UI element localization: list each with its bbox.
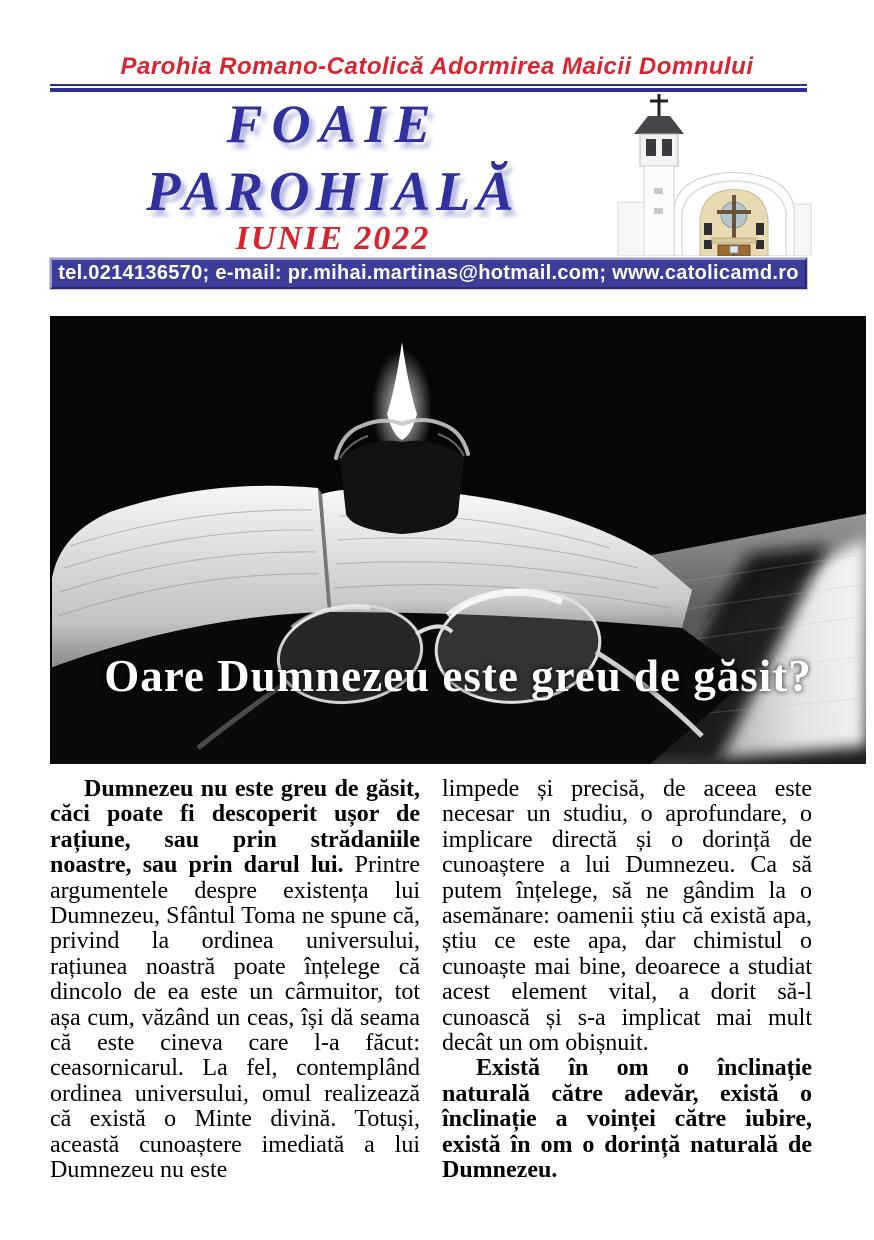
facade <box>674 173 794 257</box>
article-column-left <box>50 777 420 1184</box>
lead-paragraph-bold: Dumnezeu nu este greu de găsit, căci poate fi descoperit ușor de rațiune, sau prin strădaniile noastre, sau prin darul lui. <box>50 776 420 879</box>
newsletter-title-line1: FOAIE <box>226 94 440 154</box>
rule-thin <box>50 84 807 86</box>
hero-caption: Oare Dumnezeu este greu de găsit? <box>104 651 812 701</box>
masthead <box>0 92 874 256</box>
newsletter-title-line2: PAROHIALĂ <box>146 161 520 223</box>
article-column-right <box>442 777 812 1184</box>
church-photo <box>616 92 812 256</box>
continuation-paragraph: limpede și precisă, de aceea este necesar un studiu, o aprofundare, o implicare directă și o dorință de cunoaștere a lui Dumnezeu. Ca să putem înțelege, să ne gândim la o asemănare: oamenii știu că există apa, știu ce este apa, dar chimistul o cunoaște mai bine, deoarece a studiat acest element vital, a dorit să-l cunoască și s-a implicat mai mult decât un om obișnuit. <box>442 776 812 1057</box>
issue-date: IUNIE 2022 <box>235 220 431 257</box>
newsletter-title-block <box>50 92 616 257</box>
left-wall <box>618 202 644 256</box>
parish-name-heading: Parohia Romano-Catolică Adormirea Maicii Domnului <box>120 53 754 80</box>
door-plaque <box>712 238 756 243</box>
lead-paragraph-rest: Printre argumentele despre existența lui Dumnezeu, Sfântul Toma ne spune că, privind la ordinea universului, rațiunea noastră poate înțelege că dincolo de ea este un cârmuitor, tot așa cum, văzând un ceas, își dă seama că este cineva care l-a făcut: ceasornicarul. La fel, contemplând ordinea universului, omul realizează că există o Minte divină. Totuși, această cunoaștere imediată a lui Dumnezeu nu este <box>50 852 420 1184</box>
right-wall <box>792 204 811 256</box>
lead-paragraph <box>50 777 420 1184</box>
double-rule-divider <box>50 84 807 92</box>
article-body <box>50 777 822 1184</box>
contact-bar: tel.0214136570; e-mail: pr.mihai.martinas@hotmail.com; www.catolicamd.ro <box>50 258 807 289</box>
hero-photo <box>50 316 866 764</box>
closing-paragraph: Există în om o înclinație naturală către adevăr, există o înclinație a voinței către iubire, există în om o dorință naturală de Dumnezeu. <box>442 1055 812 1184</box>
